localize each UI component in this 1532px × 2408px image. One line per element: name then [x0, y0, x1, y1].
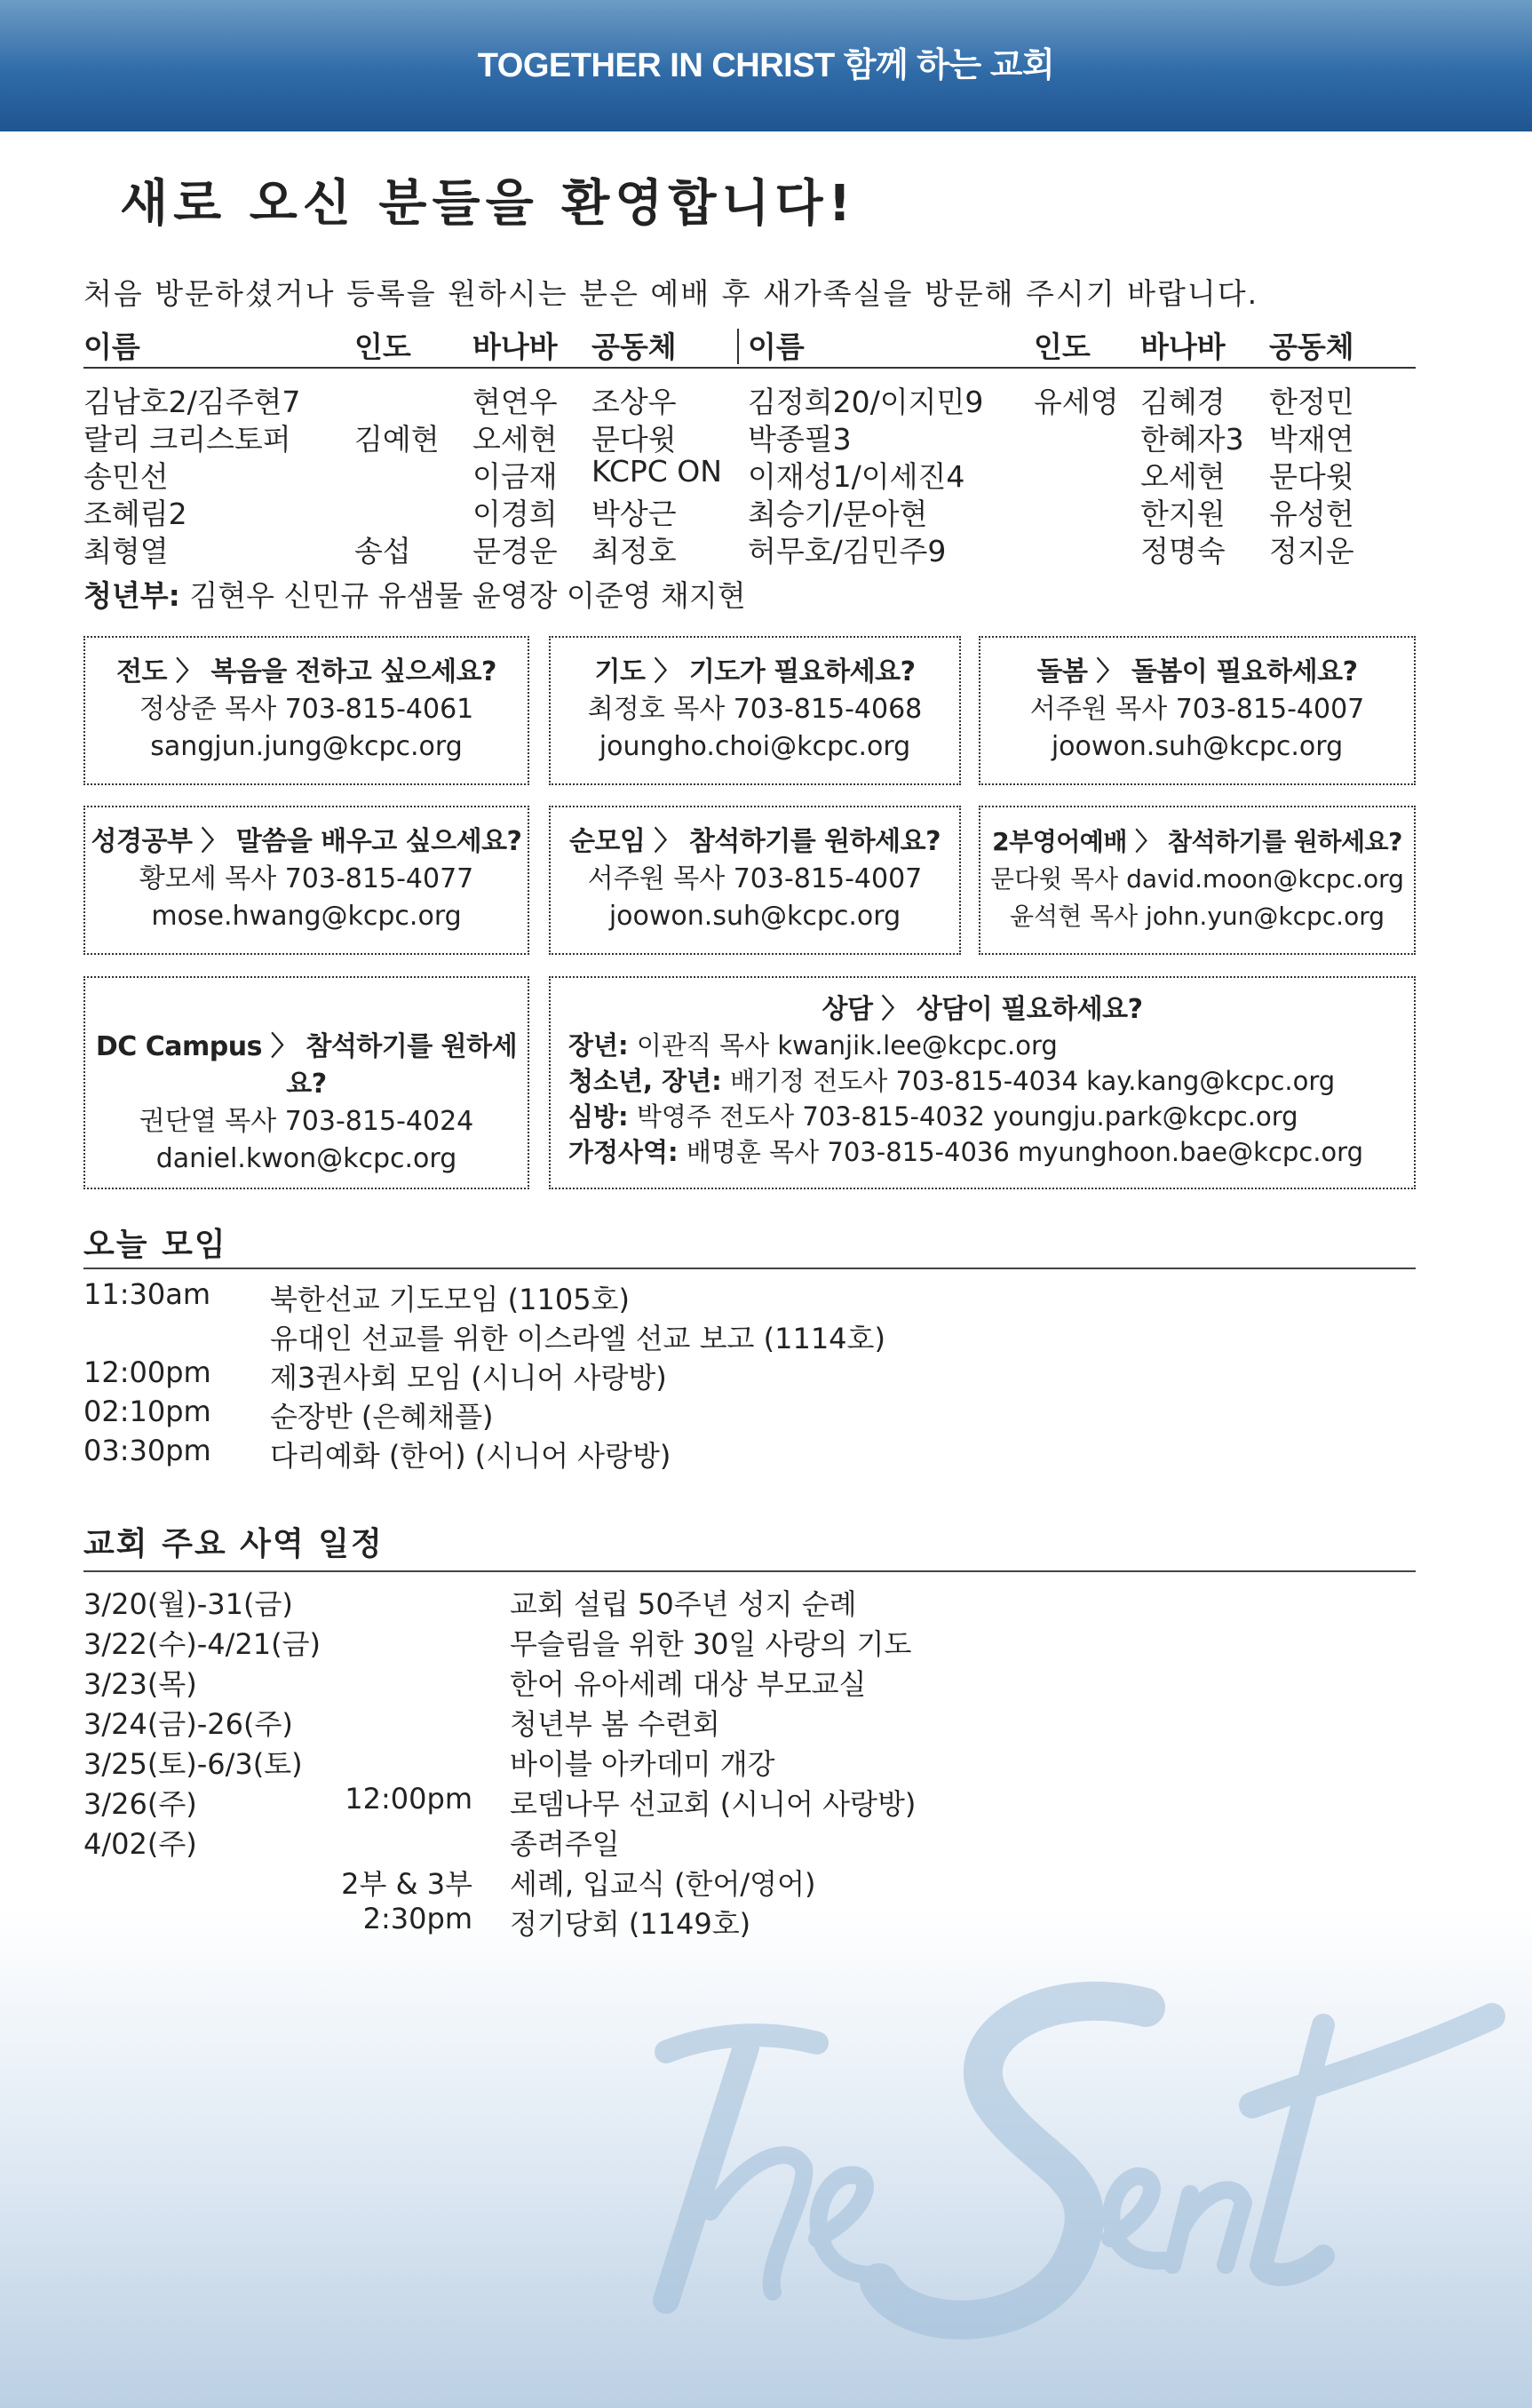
roster-cell: 박상근 [591, 497, 677, 531]
header-community-right: 공동체 [1269, 330, 1354, 364]
meeting-event: 다리예화 (한어) (시니어 사랑방) [270, 1439, 671, 1473]
roster-cell: 최형열 [83, 534, 169, 568]
roster-cell: 문경운 [472, 534, 558, 568]
roster-cell: 송섭 [354, 534, 411, 568]
schedule-event: 정기당회 (1149호) [510, 1907, 751, 1941]
box-title: 성경공부 〉 말씀을 배우고 싶으세요? [91, 826, 522, 857]
header-title: TOGETHER IN CHRIST 함께 하는 교회 [477, 47, 1055, 84]
contact-email[interactable]: joowon.suh@kcpc.org [1051, 731, 1344, 762]
schedule-event: 청년부 봄 수련회 [510, 1707, 720, 1741]
schedule-date: 4/02(주) [83, 1827, 197, 1861]
roster-cell: 김정희20/이지민9 [748, 385, 984, 419]
roster-cell: 유성헌 [1269, 497, 1354, 531]
schedule-section-title: 교회 주요 사역 일정 [83, 1526, 384, 1562]
meeting-event: 북한선교 기도모임 (1105호) [270, 1283, 630, 1316]
schedule-time: 2:30pm [362, 1902, 472, 1935]
youth-label: 청년부: [83, 578, 180, 613]
schedule-date: 3/22(수)-4/21(금) [83, 1627, 321, 1661]
roster-cell: 조상우 [591, 385, 677, 419]
schedule-event: 바이블 아카데미 개강 [510, 1747, 775, 1781]
today-section-title: 오늘 모임 [83, 1227, 227, 1263]
schedule-event: 세례, 입교식 (한어/영어) [510, 1867, 816, 1901]
schedule-event: 로뎀나무 선교회 (시니어 사랑방) [510, 1787, 917, 1821]
roster-cell: 정지운 [1269, 534, 1354, 568]
contact-box-dc-campus [83, 976, 529, 1189]
meeting-event: 유대인 선교를 위한 이스라엘 선교 보고 (1114호) [270, 1322, 885, 1355]
meeting-event: 순장반 (은혜채플) [270, 1400, 494, 1434]
roster-cell: 김남호2/김주현7 [83, 385, 301, 419]
column-divider [737, 329, 739, 364]
counsel-text[interactable]: 배기정 전도사 703-815-4034 kay.kang@kcpc.org [730, 1066, 1336, 1096]
roster-cell: 조혜림2 [83, 497, 187, 531]
contact-phone: 서주원 목사 703-815-4007 [1029, 694, 1365, 725]
youth-names: 김현우 신민규 유샘물 윤영장 이준영 채지현 [189, 578, 746, 613]
roster-cell: 송민선 [83, 459, 169, 494]
counsel-line [551, 1063, 1414, 1099]
box-title: 기도 〉 기도가 필요하세요? [594, 656, 916, 687]
contact-box-evangelism [83, 636, 529, 785]
roster-cell: 현연우 [472, 385, 558, 419]
header-guide-right: 인도 [1034, 330, 1091, 364]
roster-cell: 김혜경 [1140, 385, 1226, 419]
roster-cell: 오세현 [1140, 459, 1226, 494]
contact-phone: 정상준 목사 703-815-4061 [139, 694, 474, 725]
contact-phone: 최정호 목사 703-815-4068 [587, 694, 923, 725]
header-barnabas-right: 바나바 [1140, 330, 1226, 364]
counsel-label: 가정사역: [568, 1137, 679, 1167]
schedule-event: 무슬림을 위한 30일 사랑의 기도 [510, 1627, 912, 1661]
contact-phone: 서주원 목사 703-815-4007 [587, 863, 923, 894]
contact-box-care [979, 636, 1416, 785]
contact-email[interactable]: daniel.kwon@kcpc.org [155, 1143, 457, 1174]
counsel-label: 심방: [568, 1101, 629, 1132]
roster-cell: 문다윗 [591, 422, 677, 457]
the-sent-logo [613, 1945, 1519, 2372]
contact-line[interactable]: 문다윗 목사 david.moon@kcpc.org [990, 864, 1404, 894]
schedule-event: 종려주일 [510, 1827, 620, 1861]
schedule-date: 3/25(토)-6/3(토) [83, 1747, 303, 1781]
schedule-date: 3/23(목) [83, 1667, 197, 1701]
header-name-right: 이름 [748, 330, 805, 364]
box-title: 전도 〉 복음을 전하고 싶으세요? [116, 656, 496, 687]
welcome-intro: 처음 방문하셨거나 등록을 원하시는 분은 예배 후 새가족실을 방문해 주시기 바랍니다. [83, 276, 1259, 311]
meeting-time: 03:30pm [83, 1434, 211, 1467]
schedule-event: 한어 유아세례 대상 부모교실 [510, 1667, 867, 1701]
contact-email[interactable]: joowon.suh@kcpc.org [608, 901, 901, 932]
roster-cell: KCPC ON [591, 454, 722, 489]
contact-box-soon-group [549, 806, 961, 955]
meeting-time: 11:30am [83, 1277, 210, 1311]
counsel-line [551, 1134, 1414, 1170]
meeting-time: 12:00pm [83, 1355, 211, 1389]
roster-cell: 이재성1/이세진4 [748, 459, 965, 494]
header-barnabas-left: 바나바 [472, 330, 558, 364]
schedule-date: 3/20(월)-31(금) [83, 1587, 293, 1621]
contact-line[interactable]: 윤석현 목사 john.yun@kcpc.org [1009, 902, 1385, 931]
box-title: 순모임 〉 참석하기를 원하세요? [569, 826, 941, 857]
today-rule [83, 1268, 1416, 1269]
roster-cell: 문다윗 [1269, 459, 1354, 494]
header-name-left: 이름 [83, 330, 140, 364]
roster-cell: 랄리 크리스토퍼 [83, 422, 291, 457]
schedule-event: 교회 설립 50주년 성지 순례 [510, 1587, 857, 1621]
roster-cell: 김예현 [354, 422, 440, 457]
meeting-time: 02:10pm [83, 1395, 211, 1428]
roster-cell: 정명숙 [1140, 534, 1226, 568]
roster-cell: 이금재 [472, 459, 558, 494]
roster-cell: 오세현 [472, 422, 558, 457]
box-title: 돌봄 〉 돌봄이 필요하세요? [1036, 656, 1358, 687]
box-title: 상담 〉 상담이 필요하세요? [822, 994, 1143, 1025]
roster-cell: 유세영 [1034, 385, 1119, 419]
roster-cell: 한지원 [1140, 497, 1226, 531]
contact-email[interactable]: joungho.choi@kcpc.org [599, 731, 911, 762]
schedule-rule [83, 1570, 1416, 1572]
header-community-left: 공동체 [591, 330, 677, 364]
schedule-time: 2부 & 3부 [341, 1867, 472, 1901]
schedule-time: 12:00pm [345, 1782, 472, 1816]
counsel-text[interactable]: 이관직 목사 kwanjik.lee@kcpc.org [636, 1030, 1058, 1061]
roster-cell: 최정호 [591, 534, 677, 568]
roster-cell: 박재연 [1269, 422, 1354, 457]
contact-phone: 황모세 목사 703-815-4077 [139, 863, 474, 894]
counsel-text[interactable]: 배명훈 목사 703-815-4036 myunghoon.bae@kcpc.org [686, 1137, 1363, 1167]
counsel-text[interactable]: 박영주 전도사 703-815-4032 youngju.park@kcpc.org [636, 1101, 1298, 1132]
header-guide-left: 인도 [354, 330, 411, 364]
contact-box-prayer [549, 636, 961, 785]
page-header [0, 0, 1532, 131]
schedule-date: 3/24(금)-26(주) [83, 1707, 293, 1741]
contact-box-english-service [979, 806, 1416, 955]
roster-cell: 박종필3 [748, 422, 852, 457]
roster-cell: 한정민 [1269, 385, 1354, 419]
counsel-line [551, 1099, 1414, 1134]
meeting-event: 제3권사회 모임 (시니어 사랑방) [270, 1361, 667, 1395]
roster-cell: 허무호/김민주9 [748, 534, 947, 568]
box-title: 2부영어예배 〉 참석하기를 원하세요? [992, 827, 1402, 856]
counsel-line [551, 1028, 1414, 1063]
contact-email[interactable]: sangjun.jung@kcpc.org [150, 731, 463, 762]
counsel-label: 청소년, 장년: [568, 1066, 722, 1096]
roster-cell: 이경희 [472, 497, 558, 531]
youth-row [83, 573, 746, 615]
box-title: DC Campus 〉 참석하기를 원하세요? [95, 1031, 518, 1100]
contact-phone: 권단열 목사 703-815-4024 [139, 1106, 474, 1137]
header-rule [83, 367, 1416, 369]
roster-cell: 한혜자3 [1140, 422, 1244, 457]
contact-box-counseling [549, 976, 1416, 1189]
counsel-label: 장년: [568, 1030, 629, 1061]
schedule-date: 3/26(주) [83, 1787, 197, 1821]
contact-email[interactable]: mose.hwang@kcpc.org [151, 901, 462, 932]
contact-box-bible-study [83, 806, 529, 955]
roster-cell: 최승기/문아현 [748, 497, 928, 531]
welcome-title: 새로 오신 분들을 환영합니다! [120, 175, 857, 233]
